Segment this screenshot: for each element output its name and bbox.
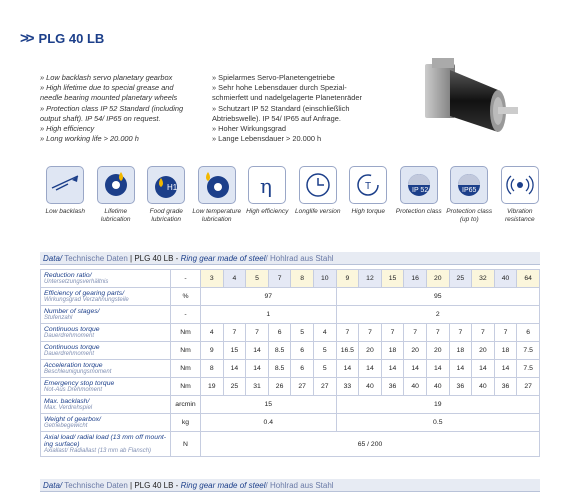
feature-icons xyxy=(40,166,545,223)
value-cell: 14 xyxy=(494,360,517,378)
gearbox-product-image xyxy=(410,50,525,150)
value-cell: 15 xyxy=(223,342,246,360)
lifetime-lubrication-icon xyxy=(97,166,135,204)
value-cell: 14 xyxy=(359,360,382,378)
stage2-cell: 0.5 xyxy=(336,414,539,432)
value-cell: 5 xyxy=(313,360,336,378)
value-cell: 14 xyxy=(426,360,449,378)
value-cell: 27 xyxy=(291,378,314,396)
value-cell: 6 xyxy=(291,360,314,378)
food-grade-lubrication-icon xyxy=(147,166,185,204)
feature-item: » Hoher Wirkungsgrad xyxy=(212,124,286,134)
unit-cell: Nm xyxy=(171,342,201,360)
value-cell: 20 xyxy=(426,342,449,360)
value-cell: 18 xyxy=(449,342,472,360)
value-cell: 8.5 xyxy=(268,360,291,378)
row-label: Efficiency of gearing parts/ Wirkungsgrad Verzahnungsteile xyxy=(41,288,171,306)
feature-icon-item xyxy=(141,166,192,223)
table-header-2: Data/ Technische Daten | PLG 40 LB - Ring gear made of steel/ Hohlrad aus Stahl xyxy=(40,479,540,492)
value-cell: 20 xyxy=(404,342,427,360)
value-cell: 9 xyxy=(201,342,224,360)
value-cell: 40 xyxy=(359,378,382,396)
value-cell: 20 xyxy=(359,342,382,360)
value-cell: 14 xyxy=(381,360,404,378)
feature-icon-label: Low temperature lubrication xyxy=(192,208,242,223)
ratio-cell: 5 xyxy=(246,270,269,288)
vibration-icon xyxy=(501,166,539,204)
value-cell: 7 xyxy=(426,324,449,342)
ratio-cell: 15 xyxy=(381,270,404,288)
feature-item: » High efficiency xyxy=(40,124,95,134)
ratio-cell: 12 xyxy=(359,270,382,288)
feature-item: Abtriebswelle). IP 54/ IP65 auf Anfrage. xyxy=(212,113,341,123)
table-row xyxy=(41,396,540,414)
value-cell: 16.5 xyxy=(336,342,359,360)
value-cell: 31 xyxy=(246,378,269,396)
value-cell: 7.5 xyxy=(517,342,540,360)
svg-text:T: T xyxy=(365,181,372,192)
feature-item: » Lange Lebensdauer > 20.000 h xyxy=(212,134,322,144)
value-cell: 8.5 xyxy=(268,342,291,360)
value-cell: 6 xyxy=(291,342,314,360)
torque-icon xyxy=(349,166,387,204)
value-cell: 40 xyxy=(472,378,495,396)
value-cell: 14 xyxy=(449,360,472,378)
value-cell: 7 xyxy=(336,324,359,342)
stage2-cell: 2 xyxy=(336,306,539,324)
row-label: Axial load/ radial load (13 mm off mount-ing surface) Axiallast/ Radiallast (13 mm ab Flansch) xyxy=(41,432,171,457)
value-cell: 7 xyxy=(359,324,382,342)
feature-icon-label: High efficiency xyxy=(246,208,289,215)
stage2-cell: 19 xyxy=(336,396,539,414)
value-cell: 7 xyxy=(449,324,472,342)
ratio-cell: 10 xyxy=(313,270,336,288)
value-cell: 36 xyxy=(494,378,517,396)
value-cell: 33 xyxy=(336,378,359,396)
chevron-right-icon: >> xyxy=(20,30,32,47)
row-label: Emergency stop torque Not-Aus Drehmoment xyxy=(41,378,171,396)
feature-item: » Long working life > 20.000 h xyxy=(40,134,139,144)
unit-cell: Nm xyxy=(171,378,201,396)
table-row xyxy=(41,342,540,360)
ratio-cell: 32 xyxy=(472,270,495,288)
value-cell: 14 xyxy=(336,360,359,378)
table-row xyxy=(41,414,540,432)
longlife-icon xyxy=(299,166,337,204)
value-cell: 4 xyxy=(201,324,224,342)
stage1-cell: 0.4 xyxy=(201,414,337,432)
feature-item: schmierfett und nadelgelagerte Planetenräder xyxy=(212,93,362,103)
svg-text:η: η xyxy=(260,174,273,198)
value-cell: 7 xyxy=(494,324,517,342)
table-row xyxy=(41,324,540,342)
ratio-cell: 4 xyxy=(223,270,246,288)
protection-class-ip65-icon xyxy=(450,166,488,204)
feature-item: » Schutzart IP 52 Standard (einschließlich xyxy=(212,103,350,113)
feature-icon-item xyxy=(293,166,344,223)
feature-icon-item xyxy=(242,166,293,223)
table-header: Data/ Technische Daten | PLG 40 LB - Ring gear made of steel/ Hohlrad aus Stahl xyxy=(40,252,540,265)
feature-icon-label: High torque xyxy=(351,208,386,215)
table-row xyxy=(41,288,540,306)
table-row xyxy=(41,378,540,396)
feature-list-de xyxy=(212,73,382,144)
value-cell: 65 / 200 xyxy=(201,432,540,457)
value-cell: 6 xyxy=(517,324,540,342)
value-cell: 18 xyxy=(381,342,404,360)
value-cell: 5 xyxy=(291,324,314,342)
unit-cell: - xyxy=(171,306,201,324)
row-label: Number of stages/ Stufenzahl xyxy=(41,306,171,324)
value-cell: 14 xyxy=(404,360,427,378)
svg-text:IP 52: IP 52 xyxy=(411,187,428,194)
stage1-cell: 1 xyxy=(201,306,337,324)
unit-cell: Nm xyxy=(171,360,201,378)
row-label: Weight of gearbox/ Getriebegewicht xyxy=(41,414,171,432)
value-cell: 19 xyxy=(201,378,224,396)
feature-list-en xyxy=(40,73,205,144)
feature-icon-item xyxy=(40,166,91,223)
value-cell: 40 xyxy=(426,378,449,396)
protection-class-icon xyxy=(400,166,438,204)
svg-text:H1: H1 xyxy=(167,183,178,192)
feature-icon-label: Protection class (up to) xyxy=(446,208,493,223)
feature-item: » Sehr hohe Lebensdauer durch Spezial- xyxy=(212,83,347,93)
value-cell: 25 xyxy=(223,378,246,396)
value-cell: 7 xyxy=(381,324,404,342)
efficiency-icon xyxy=(248,166,286,204)
row-label: Acceleration torque Beschleunigungsmoment xyxy=(41,360,171,378)
svg-text:IP65: IP65 xyxy=(462,187,477,194)
ratio-cell: 40 xyxy=(494,270,517,288)
feature-icon-label: Longlife version xyxy=(294,208,341,215)
spec-table xyxy=(40,269,540,457)
unit-cell: arcmin xyxy=(171,396,201,414)
row-label: Reduction ratio/ Untersetzungsverhältnis xyxy=(41,270,171,288)
value-cell: 7 xyxy=(246,324,269,342)
table-row xyxy=(41,360,540,378)
ratio-cell: 20 xyxy=(426,270,449,288)
low-temperature-lubrication-icon xyxy=(198,166,236,204)
ratio-cell: 7 xyxy=(268,270,291,288)
ratio-cell: 9 xyxy=(336,270,359,288)
value-cell: 18 xyxy=(494,342,517,360)
feature-icon-item xyxy=(495,166,546,223)
feature-icon-label: Vibration resistance xyxy=(504,208,535,223)
value-cell: 7.5 xyxy=(517,360,540,378)
stage1-cell: 97 xyxy=(201,288,337,306)
feature-icon-label: Low backlash xyxy=(45,208,85,215)
value-cell: 36 xyxy=(381,378,404,396)
feature-icon-item xyxy=(394,166,445,223)
feature-icon-label: Lifetime lubrication xyxy=(100,208,131,223)
ratio-cell: 8 xyxy=(291,270,314,288)
unit-cell: N xyxy=(171,432,201,457)
value-cell: 14 xyxy=(223,360,246,378)
value-cell: 14 xyxy=(246,342,269,360)
ratio-cell: 25 xyxy=(449,270,472,288)
value-cell: 14 xyxy=(246,360,269,378)
feature-item: » Spielarmes Servo-Planetengetriebe xyxy=(212,73,335,82)
row-label: Max. backlash/ Max. Verdrehspiel xyxy=(41,396,171,414)
value-cell: 40 xyxy=(404,378,427,396)
value-cell: 4 xyxy=(313,324,336,342)
ratio-cell: 3 xyxy=(201,270,224,288)
unit-cell: kg xyxy=(171,414,201,432)
stage2-cell: 95 xyxy=(336,288,539,306)
value-cell: 36 xyxy=(449,378,472,396)
value-cell: 27 xyxy=(313,378,336,396)
low-backlash-icon xyxy=(46,166,84,204)
row-label: Continuous torque Dauerdrehmoment xyxy=(41,324,171,342)
unit-cell: % xyxy=(171,288,201,306)
value-cell: 26 xyxy=(268,378,291,396)
value-cell: 8 xyxy=(201,360,224,378)
value-cell: 5 xyxy=(313,342,336,360)
row-label: Continuous torque Dauerdrehmoment xyxy=(41,342,171,360)
value-cell: 7 xyxy=(472,324,495,342)
table-row xyxy=(41,432,540,457)
ratio-cell: 16 xyxy=(404,270,427,288)
unit-cell: Nm xyxy=(171,324,201,342)
feature-item: » Protection class IP 52 Standard (including xyxy=(40,103,184,113)
value-cell: 27 xyxy=(517,378,540,396)
unit-cell: - xyxy=(171,270,201,288)
feature-item: » Low backlash servo planetary gearbox xyxy=(40,73,173,82)
table-row xyxy=(41,306,540,324)
feature-icon-label: Food grade lubrication xyxy=(149,208,183,223)
value-cell: 20 xyxy=(472,342,495,360)
value-cell: 6 xyxy=(268,324,291,342)
table-row xyxy=(41,270,540,288)
feature-item: output shaft). IP 54/ IP65 on request. xyxy=(40,113,161,123)
value-cell: 7 xyxy=(223,324,246,342)
feature-icon-item xyxy=(343,166,394,223)
page-title: >> PLG 40 LB xyxy=(20,30,105,47)
ratio-cell: 64 xyxy=(517,270,540,288)
feature-icon-label: Protection class xyxy=(395,208,442,215)
value-cell: 14 xyxy=(472,360,495,378)
feature-icon-item xyxy=(444,166,495,223)
stage1-cell: 15 xyxy=(201,396,337,414)
feature-icon-item xyxy=(192,166,243,223)
feature-icon-item xyxy=(91,166,142,223)
value-cell: 7 xyxy=(404,324,427,342)
feature-item: » High lifetime due to special grease and xyxy=(40,83,174,93)
feature-item: needle bearing mounted planetary wheels xyxy=(40,93,178,103)
